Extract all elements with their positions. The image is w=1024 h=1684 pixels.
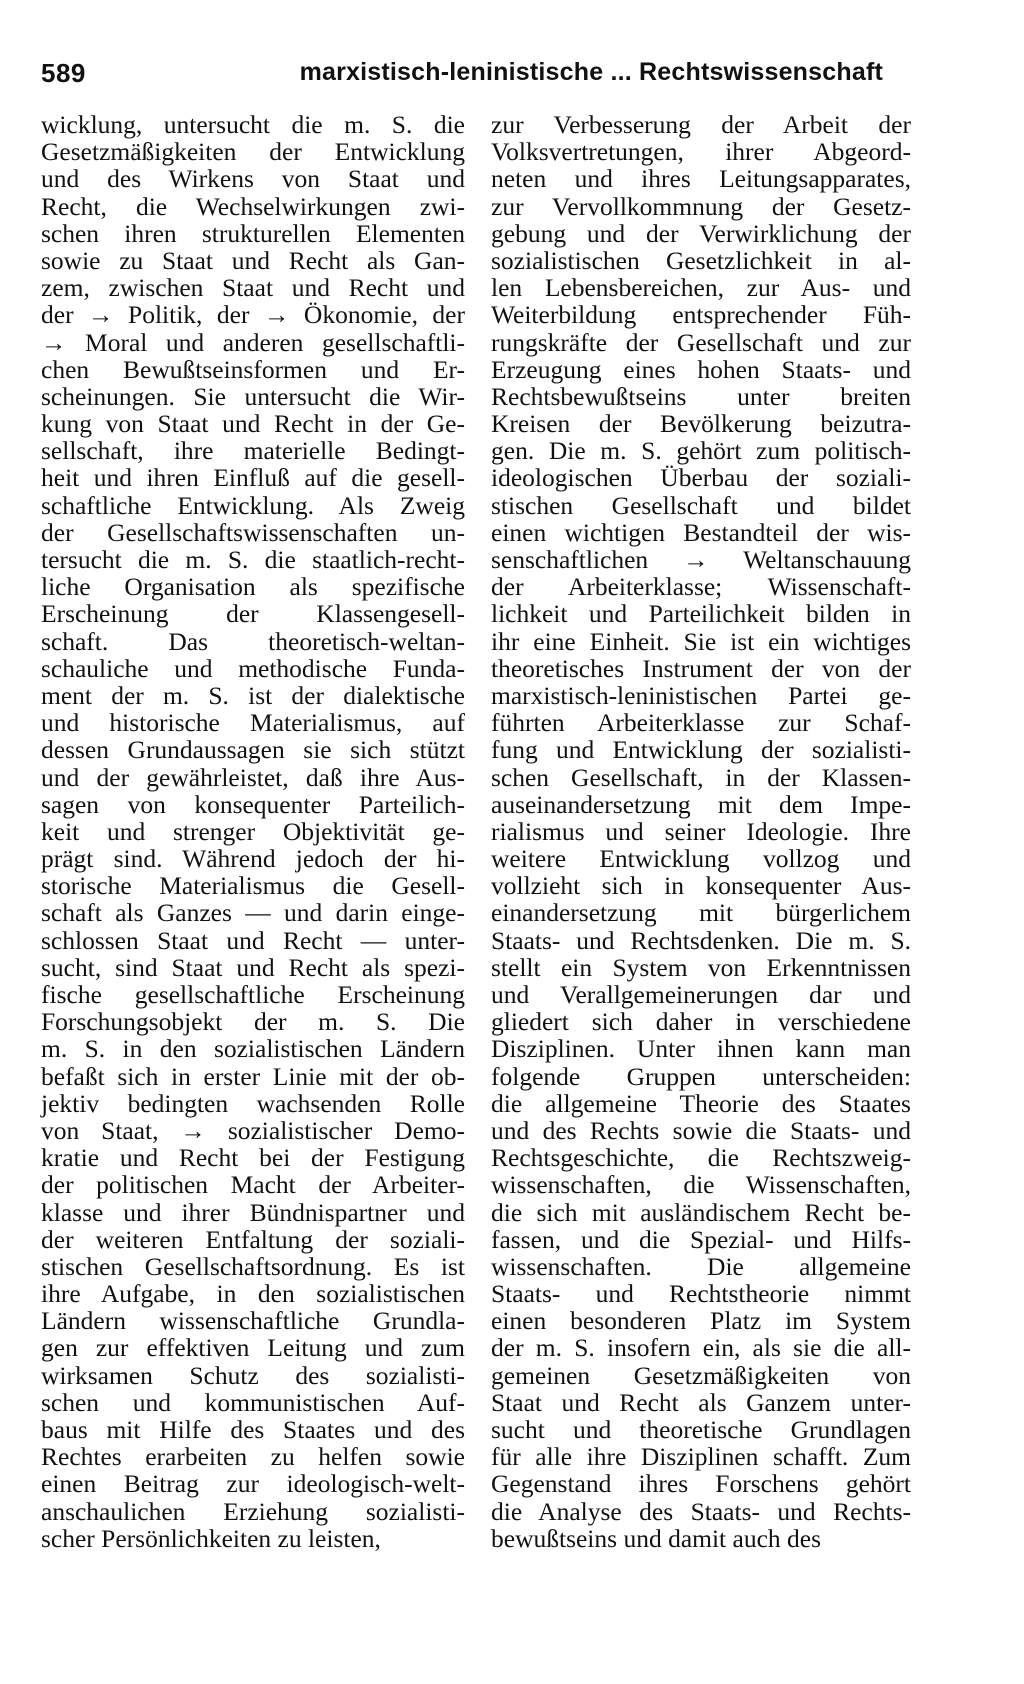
text-line: chen Bewußtseinsformen und Er- bbox=[41, 354, 465, 384]
text-line: die Analyse des Staats- und Rechts- bbox=[491, 1496, 911, 1526]
text-line: marxistisch-leninistischen Partei ge- bbox=[491, 680, 911, 710]
text-line: scheinungen. Sie untersucht die Wir- bbox=[41, 381, 465, 411]
text-line: schaft als Ganzes — und darin einge- bbox=[41, 898, 465, 928]
text-line: theoretisches Instrument der von der bbox=[491, 653, 911, 683]
text-line: und der gewährleistet, daß ihre Aus- bbox=[41, 762, 465, 792]
text-line: dessen Grundaussagen sie sich stützt bbox=[41, 735, 465, 765]
text-line: einen wichtigen Bestandteil der wis- bbox=[491, 517, 911, 547]
text-line: stischen Gesellschaftsordnung. Es ist bbox=[41, 1251, 465, 1281]
text-line: stellt ein System von Erkenntnissen bbox=[491, 952, 911, 982]
text-line: einen Beitrag zur ideologisch-welt- bbox=[41, 1469, 465, 1499]
text-line: der → Politik, der → Ökonomie, der bbox=[41, 300, 465, 330]
text-line: liche Organisation als spezifische bbox=[41, 572, 465, 602]
text-line: einandersetzung mit bürgerlichem bbox=[491, 898, 911, 928]
text-line: der politischen Macht der Arbeiter- bbox=[41, 1170, 465, 1200]
text-line: baus mit Hilfe des Staates und des bbox=[41, 1415, 465, 1444]
text-line: Rechtsbewußtseins unter breiten bbox=[491, 381, 911, 411]
text-line: Erscheinung der Klassengesell- bbox=[41, 599, 465, 629]
text-line: ihr eine Einheit. Sie ist ein wichtiges bbox=[491, 626, 911, 656]
text-line: der m. S. insofern ein, als sie die all- bbox=[491, 1333, 911, 1363]
text-line: fische gesellschaftliche Erscheinung bbox=[41, 980, 465, 1009]
page-number: 589 bbox=[41, 58, 86, 88]
text-line: Gegenstand ihres Forschens gehört bbox=[491, 1469, 911, 1499]
text-line: der Gesellschaftswissenschaften un- bbox=[41, 517, 465, 547]
text-line: tersucht die m. S. die staatlich-recht- bbox=[41, 545, 465, 574]
text-line: stischen Gesellschaft und bildet bbox=[491, 490, 911, 520]
text-line: wissenschaften, die Wissenschaften, bbox=[491, 1170, 911, 1200]
text-line: schen ihren strukturellen Elementen bbox=[41, 218, 465, 248]
text-line: wicklung, untersucht die m. S. die bbox=[41, 110, 465, 139]
text-line: → Moral und anderen gesellschaftli- bbox=[41, 327, 465, 357]
text-line: Forschungsobjekt der m. S. Die bbox=[41, 1007, 465, 1037]
text-line: ihre Aufgabe, in den sozialistischen bbox=[41, 1279, 465, 1309]
text-line: scher Persönlichkeiten zu leisten, bbox=[41, 1523, 381, 1553]
text-line: führten Arbeiterklasse zur Schaf- bbox=[491, 708, 911, 738]
text-line: und des Rechts sowie die Staats- und bbox=[491, 1115, 911, 1145]
text-line: kratie und Recht bei der Festigung bbox=[41, 1143, 465, 1173]
text-line: Recht, die Wechselwirkungen zwi- bbox=[41, 191, 465, 221]
text-line: weitere Entwicklung vollzog und bbox=[491, 844, 911, 874]
text-line: sagen von konsequenter Parteilich- bbox=[41, 789, 465, 819]
text-line: Weiterbildung entsprechender Füh- bbox=[491, 300, 911, 330]
text-line: Ländern wissenschaftliche Grundla- bbox=[41, 1306, 465, 1336]
text-line: jektiv bedingten wachsenden Rolle bbox=[41, 1088, 465, 1118]
text-line: fassen, und die Spezial- und Hilfs- bbox=[491, 1224, 911, 1254]
text-line: rialismus und seiner Ideologie. Ihre bbox=[491, 816, 911, 846]
text-line: zur Vervollkommnung der Gesetz- bbox=[491, 191, 911, 221]
text-line: sucht und theoretische Grundlagen bbox=[491, 1415, 911, 1444]
left-text-column bbox=[41, 111, 465, 1552]
text-line: rungskräfte der Gesellschaft und zur bbox=[491, 327, 911, 357]
text-line: Volksvertretungen, ihrer Abgeord- bbox=[491, 137, 911, 167]
text-line: für alle ihre Disziplinen schafft. Zum bbox=[491, 1442, 911, 1472]
text-line: der weiteren Entfaltung der soziali- bbox=[41, 1224, 465, 1254]
text-line: kung von Staat und Recht in der Ge- bbox=[41, 409, 465, 439]
text-line: schaftliche Entwicklung. Als Zweig bbox=[41, 490, 465, 520]
text-line: Staats- und Rechtstheorie nimmt bbox=[491, 1279, 911, 1309]
text-line: von Staat, → sozialistischer Demo- bbox=[41, 1115, 465, 1145]
text-line: bewußtseins und damit auch des bbox=[491, 1523, 822, 1553]
text-line: neten und ihres Leitungsapparates, bbox=[491, 164, 911, 194]
text-line: die allgemeine Theorie des Staates bbox=[491, 1088, 911, 1118]
text-line: schaft. Das theoretisch-weltan- bbox=[41, 626, 465, 656]
text-line: ideologischen Überbau der soziali- bbox=[491, 463, 911, 493]
text-line: gen. Die m. S. gehört zum politisch- bbox=[491, 436, 911, 466]
text-line: Rechtes erarbeiten zu helfen sowie bbox=[41, 1442, 465, 1472]
text-line: lichkeit und Parteilichkeit bilden in bbox=[491, 599, 911, 629]
text-line: Erzeugung eines hohen Staats- und bbox=[491, 354, 911, 384]
text-line: und Verallgemeinerungen dar und bbox=[491, 980, 911, 1009]
text-line: zem, zwischen Staat und Recht und bbox=[41, 273, 465, 303]
text-line: anschaulichen Erziehung sozialisti- bbox=[41, 1496, 465, 1526]
text-line: die sich mit ausländischem Recht be- bbox=[491, 1197, 911, 1227]
text-line: fung und Entwicklung der sozialisti- bbox=[491, 735, 911, 765]
text-line: vollzieht sich in konsequenter Aus- bbox=[491, 871, 911, 901]
text-line: gen zur effektiven Leitung und zum bbox=[41, 1333, 465, 1363]
text-line: keit und strenger Objektivität ge- bbox=[41, 816, 465, 846]
text-line: auseinandersetzung mit dem Impe- bbox=[491, 789, 911, 819]
text-line: gemeinen Gesetzmäßigkeiten von bbox=[491, 1360, 911, 1390]
text-line: und historische Materialismus, auf bbox=[41, 708, 465, 738]
text-line: heit und ihren Einfluß auf die gesell- bbox=[41, 463, 465, 493]
text-line: folgende Gruppen unterscheiden: bbox=[491, 1061, 911, 1091]
text-line: zur Verbesserung der Arbeit der bbox=[491, 110, 911, 139]
running-head: marxistisch-leninistische ... Rechtswissenschaft bbox=[299, 58, 883, 86]
text-line: und des Wirkens von Staat und bbox=[41, 164, 465, 194]
text-line: gebung und der Verwirklichung der bbox=[491, 218, 911, 248]
text-line: Staats- und Rechtsdenken. Die m. S. bbox=[491, 925, 911, 955]
text-line: befaßt sich in erster Linie mit der ob- bbox=[41, 1061, 465, 1091]
text-line: Disziplinen. Unter ihnen kann man bbox=[491, 1034, 911, 1064]
text-line: Kreisen der Bevölkerung beizutra- bbox=[491, 409, 911, 439]
text-line: storische Materialismus die Gesell- bbox=[41, 871, 465, 901]
text-line: schlossen Staat und Recht — unter- bbox=[41, 925, 465, 955]
text-line: sozialistischen Gesetzlichkeit in al- bbox=[491, 245, 911, 275]
text-line: Rechtsgeschichte, die Rechtszweig- bbox=[491, 1143, 911, 1173]
text-line: schen Gesellschaft, in der Klassen- bbox=[491, 762, 911, 792]
text-line: len Lebensbereichen, zur Aus- und bbox=[491, 273, 911, 303]
text-line: sucht, sind Staat und Recht als spezi- bbox=[41, 952, 465, 982]
text-line: sellschaft, ihre materielle Bedingt- bbox=[41, 436, 465, 466]
page-header bbox=[41, 58, 883, 92]
text-line: prägt sind. Während jedoch der hi- bbox=[41, 844, 465, 874]
text-line: schen und kommunistischen Auf- bbox=[41, 1387, 465, 1417]
text-line: der Arbeiterklasse; Wissenschaft- bbox=[491, 572, 911, 602]
text-line: einen besonderen Platz im System bbox=[491, 1306, 911, 1336]
text-line: wirksamen Schutz des sozialisti- bbox=[41, 1360, 465, 1390]
right-text-column bbox=[491, 111, 911, 1552]
text-line: ment der m. S. ist der dialektische bbox=[41, 680, 465, 710]
text-line: Gesetzmäßigkeiten der Entwicklung bbox=[41, 137, 465, 167]
text-line: klasse und ihrer Bündnispartner und bbox=[41, 1197, 465, 1227]
text-line: gliedert sich daher in verschiedene bbox=[491, 1007, 911, 1037]
text-line: sowie zu Staat und Recht als Gan- bbox=[41, 245, 465, 275]
text-line: senschaftlichen → Weltanschauung bbox=[491, 545, 911, 574]
text-line: schauliche und methodische Funda- bbox=[41, 653, 465, 683]
text-line: wissenschaften. Die allgemeine bbox=[491, 1251, 911, 1281]
text-line: Staat und Recht als Ganzem unter- bbox=[491, 1387, 911, 1417]
text-line: m. S. in den sozialistischen Ländern bbox=[41, 1034, 465, 1064]
